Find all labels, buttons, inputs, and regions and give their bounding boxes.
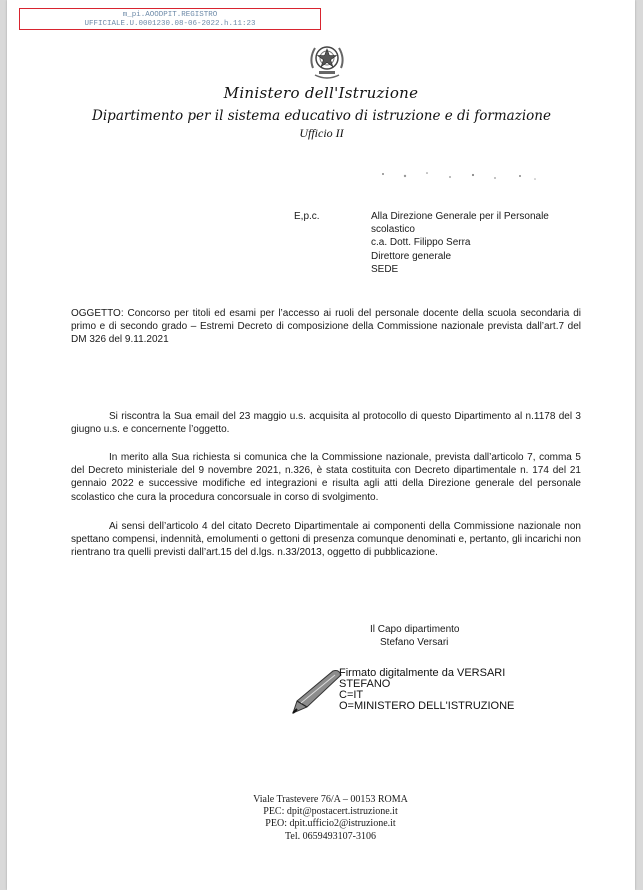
protocol-line-1: m_pi.AOODPIT.REGISTRO [122, 11, 218, 19]
recipient-line: c.a. Dott. Filippo Serra [371, 237, 471, 249]
republic-emblem-icon [307, 38, 347, 82]
digital-signature-line: O=MINISTERO DELL'ISTRUZIONE [339, 700, 515, 712]
digital-signature-pen-icon [289, 667, 345, 715]
recipient-line: Alla Direzione Generale per il Personale [371, 211, 549, 222]
recipient-block [371, 210, 586, 276]
department-title: Dipartimento per il sistema educativo di istruzione e di formazione [92, 108, 551, 124]
footer-contacts [0, 794, 643, 843]
footer-address: Viale Trastevere 76/A – 00153 ROMA [253, 794, 408, 805]
signer-name: Stefano Versari [380, 637, 449, 649]
footer-peo: PEO: dpit.ufficio2@istruzione.it [265, 818, 396, 830]
protocol-stamp [19, 8, 321, 30]
digital-signature-line: C=IT [339, 689, 364, 701]
epc-label: E,p.c. [294, 211, 320, 222]
digital-signature-line: Firmato digitalmente da VERSARI [339, 667, 506, 679]
footer-phone: Tel. 0659493107-3106 [285, 830, 376, 842]
document-page [7, 0, 635, 890]
office-title: Ufficio II [299, 126, 344, 140]
digital-signature-text [339, 668, 514, 712]
body-paragraph-3: Ai sensi dell’articolo 4 del citato Decreto Dipartimentale ai componenti della Commissione nazionale non spettano compensi, indennità, emolumenti o gettoni di presenza comunque denominati e, pertanto, gli incarichi non rientrano tra quelli previsti dall’art.15 del d.lgs. n.33/2013, oggetto di pubblicazione. [71, 521, 581, 559]
protocol-line-2: UFFICIALE.U.0001230.08-06-2022.h.11:23 [84, 19, 256, 28]
redaction-marks [375, 170, 545, 184]
signer-role: Il Capo dipartimento [370, 624, 460, 635]
ministry-title: Ministero dell'Istruzione [223, 84, 419, 102]
body-paragraph-2: In merito alla Sua richiesta si comunica che la Commissione nazionale, prevista dall’articolo 7, comma 5 del Decreto ministeriale del 9 novembre 2021, n.326, è stata costituita con Decreto dipartimentale n. 174 del 21 gennaio 2022 e successive modifiche ed integrazioni e risulta agli atti della Direzione generale del personale scolastico che cura la procedura concorsuale in corso di svolgimento. [71, 452, 581, 503]
recipient-line: scolastico [371, 224, 415, 236]
body-paragraph-1: Si riscontra la Sua email del 23 maggio u.s. acquisita al protocollo di questo Dipartimento al n.1178 del 3 giugno u.s. e concernente l’oggetto. [71, 411, 581, 436]
recipient-line: SEDE [371, 263, 399, 275]
signer-block [370, 623, 460, 649]
subject-paragraph: OGGETTO: Concorso per titoli ed esami per l’accesso ai ruoli del personale docente della scuola secondaria di primo e di secondo grado – Estremi Decreto di composizione della Commissione nazionale prevista dall’art.7 del DM 326 del 9.11.2021 [71, 308, 581, 346]
digital-signature-line: STEFANO [339, 678, 391, 690]
recipient-line: Direttore generale [371, 250, 452, 262]
footer-pec: PEC: dpit@postacert.istruzione.it [263, 806, 398, 818]
